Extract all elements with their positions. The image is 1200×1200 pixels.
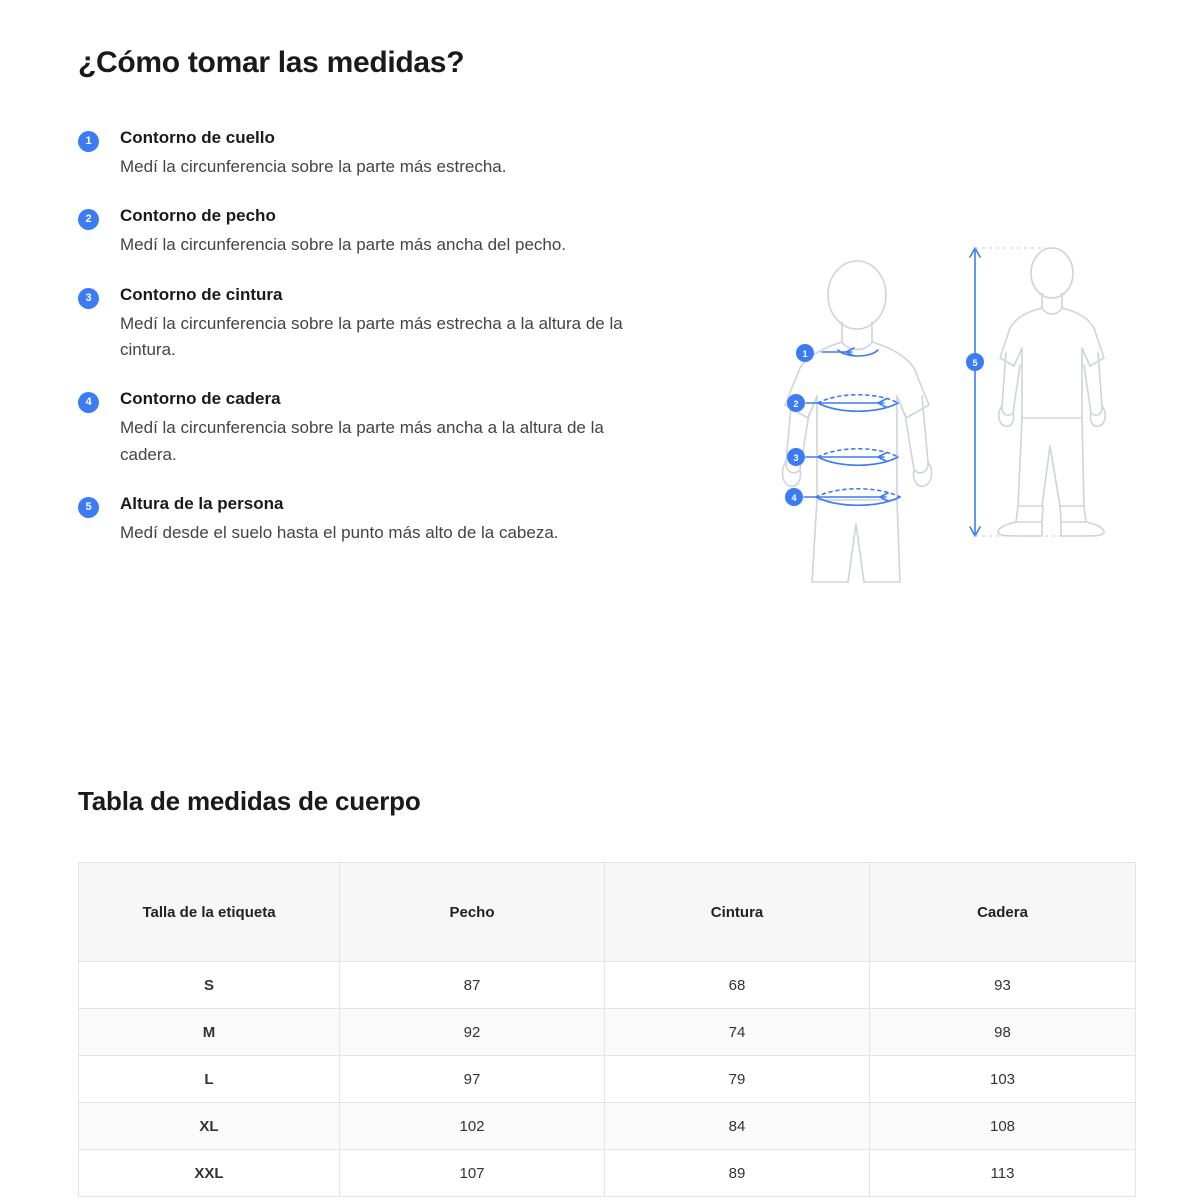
column-header-hip: Cadera (870, 863, 1136, 962)
step-title-5: Altura de la persona (120, 494, 284, 514)
table-row (79, 1009, 1136, 1056)
step-item-waist (78, 285, 678, 364)
table-title: Tabla de medidas de cuerpo (78, 786, 421, 816)
step-item-hip (78, 389, 678, 468)
size-table-container (78, 862, 1123, 1197)
step-number-badge-2: 2 (78, 209, 99, 230)
body-measurement-diagram (760, 200, 1160, 620)
cell-chest: 107 (340, 1150, 605, 1197)
measurement-steps-list (78, 128, 678, 572)
cell-hip: 113 (870, 1150, 1136, 1197)
table-header-row (79, 863, 1136, 962)
cell-waist: 84 (605, 1103, 870, 1150)
cell-size: M (79, 1009, 340, 1056)
cell-size: XL (79, 1103, 340, 1150)
step-description-3: Medí la circunferencia sobre la parte más estrecha a la altura de la cintura. (120, 313, 623, 360)
column-header-label-size: Talla de la etiqueta (79, 863, 340, 962)
diagram-marker-1: 1 (802, 349, 808, 359)
step-title-1: Contorno de cuello (120, 128, 275, 147)
cell-hip: 103 (870, 1056, 1136, 1103)
cell-size: XXL (79, 1150, 340, 1197)
step-number-badge-3: 3 (78, 288, 99, 309)
table-row (79, 1103, 1136, 1150)
cell-size: L (79, 1056, 340, 1103)
cell-waist: 89 (605, 1150, 870, 1197)
cell-chest: 92 (340, 1009, 605, 1056)
cell-chest: 97 (340, 1056, 605, 1103)
diagram-marker-2: 2 (793, 399, 799, 409)
cell-waist: 79 (605, 1056, 870, 1103)
step-title-4: Contorno de cadera (120, 389, 281, 409)
step-item-height (78, 494, 678, 546)
column-header-chest: Pecho (340, 863, 605, 962)
table-row (79, 962, 1136, 1009)
step-number-badge-4: 4 (78, 392, 99, 413)
table-body (79, 962, 1136, 1197)
cell-chest: 102 (340, 1103, 605, 1150)
cell-size: S (79, 962, 340, 1009)
step-item-neck (78, 128, 678, 180)
cell-hip: 93 (870, 962, 1136, 1009)
table-row (79, 1150, 1136, 1197)
table-row (79, 1056, 1136, 1103)
step-number-badge-1: 1 (78, 131, 99, 152)
page-title: ¿Cómo tomar las medidas? (78, 46, 465, 79)
step-title-3: Contorno de cintura (120, 284, 283, 304)
diagram-marker-5: 5 (972, 358, 978, 368)
diagram-marker-4: 4 (791, 493, 797, 503)
step-number-badge-5: 5 (78, 497, 99, 518)
step-description-4: Medí la circunferencia sobre la parte más ancha a la altura de la cadera. (120, 418, 604, 464)
cell-hip: 108 (870, 1103, 1136, 1150)
step-item-chest (78, 206, 678, 258)
step-description-1: Medí la circunferencia sobre la parte más estrecha. (120, 157, 507, 176)
table-header (79, 863, 1136, 962)
cell-hip: 98 (870, 1009, 1136, 1056)
step-description-5: Medí desde el suelo hasta el punto más alto de la cabeza. (120, 523, 559, 543)
cell-waist: 68 (605, 962, 870, 1009)
step-description-2: Medí la circunferencia sobre la parte más ancha del pecho. (120, 235, 567, 255)
cell-chest: 87 (340, 962, 605, 1009)
body-size-table (78, 862, 1136, 1197)
column-header-waist: Cintura (605, 863, 870, 962)
step-title-2: Contorno de pecho (120, 206, 276, 226)
diagram-marker-3: 3 (793, 453, 799, 463)
cell-waist: 74 (605, 1009, 870, 1056)
